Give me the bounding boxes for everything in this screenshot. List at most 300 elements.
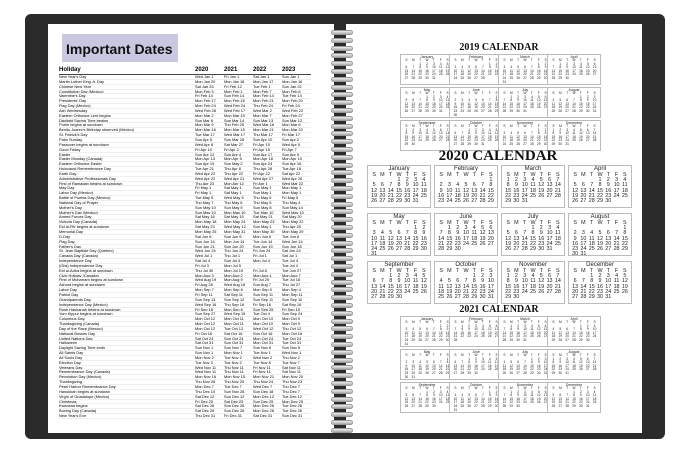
day-number: 27	[481, 108, 485, 113]
day-number: 29	[588, 294, 595, 301]
holiday-date: Sun Oct 16	[253, 331, 273, 336]
day-grid	[548, 354, 600, 376]
day-number: 13	[516, 363, 520, 368]
holiday-date: Sat Nov 11	[282, 365, 301, 370]
day-number: 28	[438, 246, 445, 253]
weekday-label: T	[517, 353, 520, 357]
day-number: 23	[565, 72, 569, 77]
day-number: 21	[572, 334, 576, 339]
day-number: 31	[580, 251, 587, 258]
day-number: 18	[530, 396, 534, 401]
day-number: 4	[468, 98, 471, 103]
day-number: 15	[579, 101, 583, 106]
day-number: 8	[506, 182, 510, 189]
day-number: 8	[472, 278, 476, 285]
day-number: 11	[588, 235, 595, 242]
day-number: 24	[613, 192, 620, 199]
day-number: 23	[425, 72, 429, 77]
day-number: 16	[445, 330, 450, 335]
day-number: 9	[454, 101, 457, 106]
day-number: 27	[371, 294, 378, 301]
holiday-date: Thu Nov 24	[253, 380, 274, 385]
day-grid	[502, 173, 564, 204]
coil-ring	[331, 365, 353, 370]
holiday-date: Sat May 21	[253, 215, 273, 220]
day-number: 6	[544, 389, 547, 394]
day-number: 16	[432, 101, 436, 106]
day-number: 13	[585, 131, 590, 136]
day-number: 1	[472, 273, 476, 280]
day-number: 12	[536, 393, 541, 398]
day-number: 9	[573, 235, 577, 242]
day-number: 26	[418, 337, 422, 342]
day-number: 22	[467, 138, 471, 143]
day-number: 7	[461, 360, 464, 365]
day-number: 31	[546, 246, 553, 253]
day-number: 9	[539, 230, 543, 237]
day-number: 28	[502, 337, 507, 342]
holiday-date: Sat Dec 26	[195, 409, 215, 414]
day-number: 11	[467, 101, 471, 106]
weekday-label: T	[523, 172, 527, 178]
month-january-2021	[400, 316, 454, 347]
holiday-date: Fri Oct 16	[195, 331, 213, 336]
holiday-date: Tue Jun 6	[282, 234, 300, 239]
weekday-label: S	[372, 172, 376, 178]
day-number: 12	[558, 330, 563, 335]
day-number: 12	[494, 360, 499, 365]
coil-ring	[331, 124, 353, 129]
weekday-label: S	[454, 58, 457, 62]
weekday-label: M	[509, 91, 513, 95]
day-number: 28	[460, 141, 465, 146]
day-number: 2	[517, 389, 520, 394]
day-number: 17	[592, 101, 597, 106]
holiday-date: Sun Feb 14	[224, 94, 245, 99]
holiday-date: Fri May 5	[282, 196, 299, 201]
day-number: 14	[404, 235, 411, 242]
day-number: 30	[536, 370, 541, 375]
day-number: 11	[425, 131, 429, 136]
day-number: 17	[412, 187, 419, 194]
coil-ring	[331, 217, 353, 222]
month-june-2020	[434, 213, 498, 256]
day-number: 16	[474, 134, 478, 139]
day-number: 7	[556, 177, 560, 184]
weekday-label: T	[419, 91, 422, 95]
day-number: 5	[537, 94, 540, 99]
day-number: 5	[537, 389, 540, 394]
holiday-name: Ash Wednesday	[59, 108, 88, 113]
day-number: 7	[503, 393, 506, 398]
holiday-date: Sat May 23	[195, 225, 215, 230]
weekday-label: M	[558, 320, 562, 324]
month-name: August	[568, 350, 580, 354]
day-number: 28	[530, 75, 534, 80]
day-number: 17	[572, 68, 576, 73]
holiday-date: Tue Dec 7	[224, 385, 242, 389]
day-number: 25	[530, 400, 534, 405]
day-number: 19	[558, 105, 563, 110]
day-number: 2	[573, 230, 577, 237]
holiday-date: Wed May 12	[224, 225, 246, 230]
holiday-date: Fri Jul 1	[253, 254, 267, 259]
weekday-label: M	[558, 91, 562, 95]
weekday-label: T	[579, 353, 582, 357]
holiday-date: Mon Sep 4	[282, 288, 301, 293]
weekday-label: S	[439, 220, 443, 226]
day-number: 2	[537, 356, 540, 361]
day-number: 14	[479, 187, 486, 194]
day-number: 9	[514, 182, 518, 189]
month-august-2020	[568, 213, 632, 256]
weekday-label: F	[488, 58, 491, 62]
day-number: 29	[505, 294, 512, 301]
holiday-date: Wed Aug 19	[195, 278, 217, 283]
month-name: September	[418, 383, 436, 387]
day-number: 18	[551, 334, 556, 339]
holiday-name: (Obs) Independence Day	[59, 263, 103, 268]
day-number: 4	[530, 323, 533, 328]
holiday-date: Mon Dec 26	[253, 409, 274, 414]
weekday-label: M	[411, 353, 415, 357]
day-number: 11	[613, 278, 620, 285]
day-number: 19	[445, 68, 450, 73]
holiday-date: Fri Mar 17	[282, 133, 300, 138]
day-number: 24	[502, 141, 507, 146]
day-number: 5	[488, 323, 491, 328]
holiday-date: Mon May 23	[253, 220, 275, 225]
holiday-name: Flag Day (Mexico)	[59, 104, 91, 108]
holiday-date: Sun Apr 5	[195, 137, 213, 142]
holiday-date: Tue Jun 14	[253, 239, 273, 244]
holiday-date: Mon May 31	[224, 230, 246, 234]
holiday-date: Fri Jul 3	[195, 263, 209, 268]
day-number: 8	[579, 327, 582, 332]
day-number: 16	[585, 101, 590, 106]
holiday-date: Mon May 1	[282, 191, 302, 196]
holiday-date: Thu Dec 10	[195, 389, 216, 394]
day-number: 17	[565, 363, 569, 368]
day-number: 28	[554, 288, 561, 295]
day-number: 30	[420, 246, 427, 253]
day-number: 30	[558, 141, 563, 146]
weekday-label: T	[566, 58, 569, 62]
day-number: 11	[551, 330, 556, 335]
holiday-name: Daylight Saving Time ends	[59, 346, 106, 351]
day-number: 8	[510, 393, 513, 398]
holiday-date	[253, 264, 282, 268]
day-number: 27	[425, 337, 429, 342]
day-number: 22	[579, 105, 583, 110]
holiday-date: Sun Aug 7	[253, 283, 271, 288]
day-number: 1	[461, 323, 464, 328]
holiday-date: Sun Jun 18	[282, 244, 302, 249]
holiday-date: Mon Aug 1	[253, 273, 272, 278]
day-number: 2	[517, 323, 520, 328]
day-number: 2	[412, 127, 415, 132]
day-number: 7	[556, 273, 560, 280]
holiday-date: Tue Nov 2	[224, 355, 242, 360]
weekday-label: S	[552, 124, 555, 128]
day-number: 22	[536, 72, 541, 77]
day-number: 27	[585, 367, 590, 372]
day-number: 18	[467, 105, 471, 110]
holiday-date: Wed Sep 15	[224, 312, 246, 317]
weekday-label: M	[460, 320, 464, 324]
weekday-label: M	[411, 91, 415, 95]
weekday-label: F	[586, 386, 589, 390]
day-number: 4	[439, 61, 442, 66]
month-october-2020	[434, 261, 498, 304]
weekday-label: W	[597, 172, 603, 178]
day-number: 6	[456, 278, 460, 285]
day-number: 10	[453, 68, 458, 73]
day-number: 26	[516, 75, 520, 80]
day-number: 24	[523, 334, 527, 339]
day-number: 14	[502, 101, 507, 106]
day-number: 6	[514, 230, 518, 237]
day-number: 25	[529, 192, 536, 199]
day-number: 21	[588, 192, 595, 199]
day-number: 17	[523, 330, 527, 335]
day-number: 14	[460, 134, 465, 139]
holiday-date: Sat May 1	[224, 186, 242, 191]
day-number: 9	[456, 230, 460, 237]
day-number: 3	[439, 94, 442, 99]
holiday-date: Fri May 1	[195, 186, 212, 191]
day-number: 30	[596, 294, 603, 301]
day-number: 18	[621, 187, 628, 194]
month-name: November	[519, 262, 547, 268]
holiday-date: Wed Feb 24	[224, 104, 246, 109]
holiday-name: Ashura begins at sundown	[59, 283, 105, 288]
holiday-date: Thu Apr 28	[253, 167, 273, 172]
day-number: 13	[523, 68, 527, 73]
holiday-name: Father's Day	[59, 244, 81, 249]
day-number: 9	[606, 182, 610, 189]
weekday-label: T	[579, 320, 582, 324]
day-number: 24	[592, 334, 597, 339]
day-number: 2	[495, 389, 498, 394]
day-number: 15	[558, 68, 563, 73]
day-number: 2	[481, 273, 485, 280]
day-number: 9	[475, 360, 477, 365]
day-number: 9	[468, 327, 471, 332]
day-grid	[502, 221, 564, 252]
day-number: 25	[412, 288, 419, 295]
month-november-2020	[501, 261, 565, 304]
holiday-date: Mon Mar 9	[195, 123, 214, 128]
weekday-label: M	[460, 58, 464, 62]
holiday-date: Tue Oct 31	[282, 341, 302, 346]
month-july-2021	[498, 349, 552, 380]
month-november-2019	[498, 120, 552, 151]
weekday-label: F	[439, 91, 442, 95]
day-number: 6	[489, 225, 493, 232]
month-name: September	[384, 262, 414, 268]
day-number: 19	[371, 192, 378, 199]
day-number: 23	[494, 400, 499, 405]
holiday-date: Tue Feb 14	[282, 94, 302, 99]
day-number: 29	[505, 198, 512, 205]
weekday-label: F	[614, 172, 619, 178]
day-number: 27	[404, 75, 409, 80]
day-number: 22	[387, 288, 394, 295]
day-number: 22	[471, 288, 478, 295]
coil-ring	[331, 326, 353, 331]
weekday-label: T	[389, 268, 393, 274]
day-number: 17	[446, 192, 453, 199]
month-name: June	[459, 214, 473, 220]
day-number: 7	[419, 98, 422, 103]
month-name: January	[420, 317, 434, 321]
weekday-label: S	[422, 172, 426, 178]
day-number: 22	[596, 192, 603, 199]
month-name: May	[423, 88, 431, 92]
day-number: 20	[543, 396, 548, 401]
holiday-date: Mon Jul 19	[224, 268, 244, 273]
day-number: 17	[592, 330, 597, 335]
month-name: October	[455, 262, 477, 268]
holiday-date: Mon Oct 10	[253, 317, 274, 322]
holiday-date: Tue Apr 18	[282, 167, 301, 172]
weekday-label: S	[405, 386, 408, 390]
weekday-label: F	[614, 268, 619, 274]
holiday-date: Wed Nov 1	[282, 351, 302, 356]
holiday-date: Mon Mar 20	[282, 128, 303, 133]
day-number: 23	[395, 288, 402, 295]
day-number: 22	[509, 105, 514, 110]
day-number: 28	[502, 403, 507, 408]
holiday-date: Mon Sep 7	[195, 288, 214, 293]
day-number: 7	[481, 65, 484, 70]
weekday-label: S	[405, 124, 408, 128]
day-number: 1	[531, 225, 535, 232]
weekday-label: S	[489, 268, 493, 274]
holiday-date: Sun Apr 16	[282, 162, 302, 167]
coil-ring	[331, 194, 353, 199]
day-number: 28	[453, 337, 458, 342]
day-number: 26	[551, 403, 556, 408]
month-name: July	[521, 350, 529, 354]
weekday-label: F	[537, 353, 540, 357]
day-number: 11	[572, 131, 576, 136]
day-number: 9	[586, 98, 589, 103]
coil-ring	[331, 420, 353, 425]
day-number: 6	[397, 230, 401, 237]
month-name: December	[565, 383, 583, 387]
holiday-date: Thu Dec 31	[195, 414, 216, 419]
day-number: 6	[475, 65, 477, 70]
day-number: 10	[446, 187, 453, 194]
weekday-label: M	[509, 386, 513, 390]
day-number: 13	[474, 396, 478, 401]
day-number: 14	[554, 182, 561, 189]
holiday-date: Sat Jul 4	[195, 259, 211, 264]
month-name: May	[393, 214, 405, 220]
day-number: 3	[606, 273, 610, 280]
day-number: 25	[411, 337, 416, 342]
day-number: 4	[456, 182, 460, 189]
day-number: 2	[422, 225, 426, 232]
day-number: 18	[529, 187, 536, 194]
weekday-label: T	[472, 268, 476, 274]
day-number: 29	[536, 141, 541, 146]
day-number: 20	[411, 400, 416, 405]
day-number: 7	[389, 182, 393, 189]
day-number: 27	[580, 198, 587, 205]
holiday-name: Pearl Harbor Remembrance Day	[59, 385, 116, 389]
day-number: 13	[453, 134, 458, 139]
day-number: 10	[438, 98, 443, 103]
holiday-date: Mon Oct 9	[282, 322, 300, 327]
day-number: 10	[487, 278, 494, 285]
holiday-date: Sun Apr 2	[282, 137, 300, 142]
day-number: 7	[524, 360, 526, 365]
holiday-date: Mon Feb 21	[253, 99, 274, 104]
day-number: 25	[509, 75, 514, 80]
holiday-date: Fri Jul 29	[253, 278, 269, 283]
day-number: 7	[593, 356, 596, 361]
day-number: 13	[471, 187, 478, 194]
day-number: 31	[412, 198, 419, 205]
day-number: 8	[552, 360, 555, 365]
day-number: 24	[453, 75, 458, 80]
day-number: 6	[372, 278, 376, 285]
day-number: 15	[572, 396, 576, 401]
holiday-date: Mon Oct 24	[253, 336, 274, 341]
holiday-date: Thu Nov 25	[224, 380, 245, 385]
day-number: 8	[495, 98, 498, 103]
day-number: 5	[506, 230, 510, 237]
day-number: 5	[517, 65, 520, 70]
day-number: 10	[523, 393, 527, 398]
holiday-date: Sun Oct 31	[224, 341, 244, 346]
day-number: 15	[487, 396, 492, 401]
day-number: 24	[462, 240, 469, 247]
day-number: 27	[411, 403, 416, 408]
holiday-date: Sat May 16	[195, 215, 215, 220]
weekday-label: S	[593, 320, 596, 324]
day-number: 26	[487, 334, 492, 339]
coil-ring	[331, 186, 353, 191]
coil-ring	[331, 85, 353, 90]
day-grid	[499, 387, 551, 409]
weekday-label: S	[573, 268, 577, 274]
day-number: 28	[479, 198, 486, 205]
day-number: 6	[405, 65, 408, 70]
weekday-label: S	[544, 386, 547, 390]
day-number: 8	[579, 98, 582, 103]
day-number: 2	[544, 127, 547, 132]
day-number: 19	[572, 192, 579, 199]
day-number: 20	[513, 240, 520, 247]
holiday-date: Wed Oct 12	[253, 326, 274, 331]
day-number: 20	[565, 105, 569, 110]
weekday-label: M	[509, 320, 513, 324]
holiday-date: Wed Dec 7	[253, 385, 273, 389]
day-number: 17	[481, 363, 485, 368]
day-number: 17	[481, 134, 485, 139]
day-number: 21	[530, 72, 534, 77]
day-number: 24	[460, 108, 465, 113]
holiday-date: Fri Feb 14	[195, 94, 213, 99]
holiday-date: Wed Feb 17	[224, 108, 246, 113]
day-number: 15	[487, 187, 494, 194]
day-number: 15	[551, 363, 556, 368]
day-number: 7	[380, 278, 384, 285]
